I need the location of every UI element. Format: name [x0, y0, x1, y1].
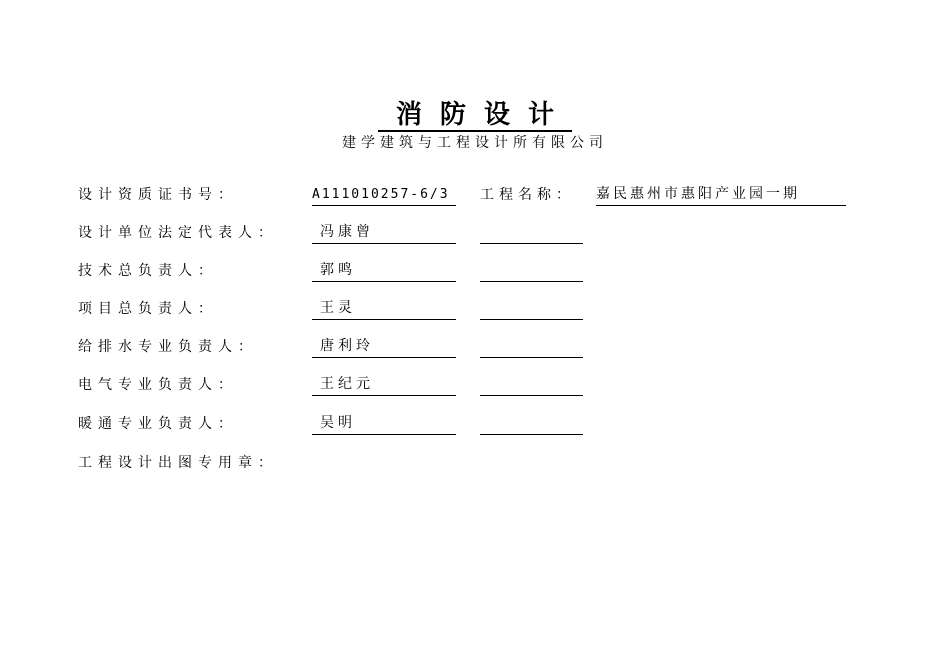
personnel-name-field	[312, 412, 456, 435]
project-name-value: 嘉民惠州市惠阳产业园一期	[596, 183, 846, 206]
personnel-row	[0, 221, 950, 245]
signature-line	[480, 297, 583, 320]
personnel-role-label: 项目总负责人：	[78, 301, 218, 317]
personnel-row	[0, 373, 950, 397]
signature-line	[480, 259, 583, 282]
personnel-name-field	[312, 221, 456, 244]
personnel-name: 王纪元	[320, 376, 374, 392]
personnel-name: 冯康曾	[320, 224, 374, 240]
personnel-name: 郭鸣	[320, 262, 356, 278]
personnel-name-field	[312, 259, 456, 282]
certificate-number: A111010257-6/3	[312, 187, 450, 202]
personnel-row	[0, 297, 950, 321]
personnel-name: 吴明	[320, 415, 356, 431]
personnel-role-label: 设计单位法定代表人：	[78, 225, 278, 241]
personnel-role-label: 暖通专业负责人：	[78, 416, 238, 432]
signature-line	[480, 221, 583, 244]
certificate-label: 设计资质证书号：	[78, 187, 238, 203]
signature-line	[480, 335, 583, 358]
seal-label: 工程设计出图专用章：	[78, 455, 278, 471]
personnel-name-field	[312, 335, 456, 358]
personnel-role-label: 电气专业负责人：	[78, 377, 238, 393]
signature-line	[480, 412, 583, 435]
signature-line	[480, 373, 583, 396]
project-name-label: 工程名称：	[480, 187, 575, 203]
personnel-role-label: 给排水专业负责人：	[78, 339, 258, 355]
personnel-name: 王灵	[320, 300, 356, 316]
document-title	[0, 100, 950, 132]
personnel-role-label: 技术总负责人：	[78, 263, 218, 279]
personnel-row	[0, 259, 950, 283]
certificate-row	[0, 183, 950, 207]
personnel-name: 唐利玲	[320, 338, 374, 354]
personnel-row	[0, 335, 950, 359]
seal-row	[0, 451, 950, 475]
personnel-name-field	[312, 297, 456, 320]
company-name: 建学建筑与工程设计所有限公司	[342, 135, 608, 151]
certificate-value-field	[312, 183, 456, 206]
personnel-name-field	[312, 373, 456, 396]
document-title-text: 消防设计	[378, 100, 572, 132]
personnel-row	[0, 412, 950, 436]
